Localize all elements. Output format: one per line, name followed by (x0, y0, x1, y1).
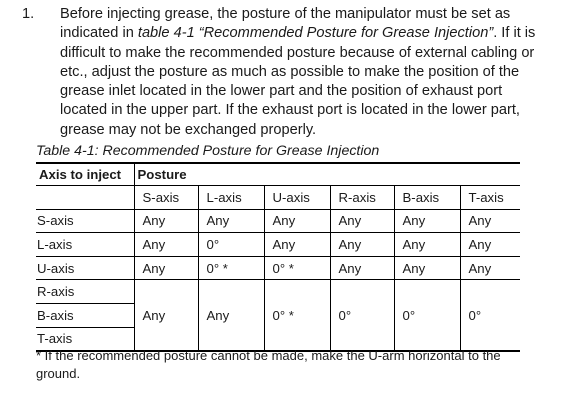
table-footnote: * If the recommended posture cannot be made, make the U-arm horizontal to the ground. (36, 348, 501, 381)
step-text-part-2: . If it is difficult to make the recommended posture because of external cabling or etc., adjust the posture as much as possible to make the position of the grease inlet located in the lower part and the position of exhaust port located in the upper part. If the exhaust port is located in the lower part, grease may not be exchanged properly. (60, 25, 536, 138)
column-header: U-axis (264, 186, 330, 210)
table-row (36, 256, 520, 280)
table-column-header-row (36, 186, 520, 210)
merged-table-cell: 0° (330, 280, 394, 351)
table-cell: Any (394, 233, 460, 257)
header-blank-cell (36, 186, 134, 210)
table-row (36, 209, 520, 233)
header-axis-to-inject: Axis to inject (36, 163, 134, 186)
merged-table-cell: 0° * (264, 280, 330, 351)
merged-table-cell: 0° (460, 280, 520, 351)
table-cell: Any (330, 233, 394, 257)
instruction-step-1 (22, 5, 542, 140)
row-axis-label: S-axis (36, 209, 134, 233)
posture-table (36, 162, 520, 352)
row-axis-label: L-axis (36, 233, 134, 257)
table-reference: table 4-1 “Recommended Posture for Grease Injection” (137, 25, 494, 42)
table-cell: Any (134, 233, 198, 257)
table-cell: Any (460, 209, 520, 233)
step-number: 1. (22, 6, 35, 22)
row-axis-label: U-axis (36, 256, 134, 280)
table-row (36, 280, 520, 304)
table-cell: Any (460, 233, 520, 257)
row-axis-label: R-axis (36, 280, 134, 304)
step-text-part-1: Before injecting grease, the posture of the manipulator must be set as indicated in (60, 6, 511, 42)
table-cell: Any (330, 209, 394, 233)
table-cell: Any (394, 209, 460, 233)
column-header: L-axis (198, 186, 264, 210)
table-header-row (36, 163, 520, 186)
column-header: S-axis (134, 186, 198, 210)
table-cell: Any (394, 256, 460, 280)
table-cell: Any (460, 256, 520, 280)
step-text (60, 5, 542, 140)
column-header: T-axis (460, 186, 520, 210)
column-header: R-axis (330, 186, 394, 210)
column-header: B-axis (394, 186, 460, 210)
table-cell: Any (264, 233, 330, 257)
table-cell: 0° * (198, 256, 264, 280)
table-row (36, 233, 520, 257)
merged-table-cell: Any (134, 280, 198, 351)
merged-table-cell: Any (198, 280, 264, 351)
table-cell: Any (330, 256, 394, 280)
header-posture: Posture (134, 163, 520, 186)
table-cell: Any (198, 209, 264, 233)
table-caption: Table 4-1: Recommended Posture for Grease Injection (36, 143, 380, 159)
row-axis-label: B-axis (36, 303, 134, 327)
row-axis-label: T-axis (36, 327, 134, 351)
table-cell: 0° (198, 233, 264, 257)
table-cell: Any (134, 256, 198, 280)
table-cell: Any (264, 209, 330, 233)
table-cell: 0° * (264, 256, 330, 280)
merged-table-cell: 0° (394, 280, 460, 351)
table-cell: Any (134, 209, 198, 233)
